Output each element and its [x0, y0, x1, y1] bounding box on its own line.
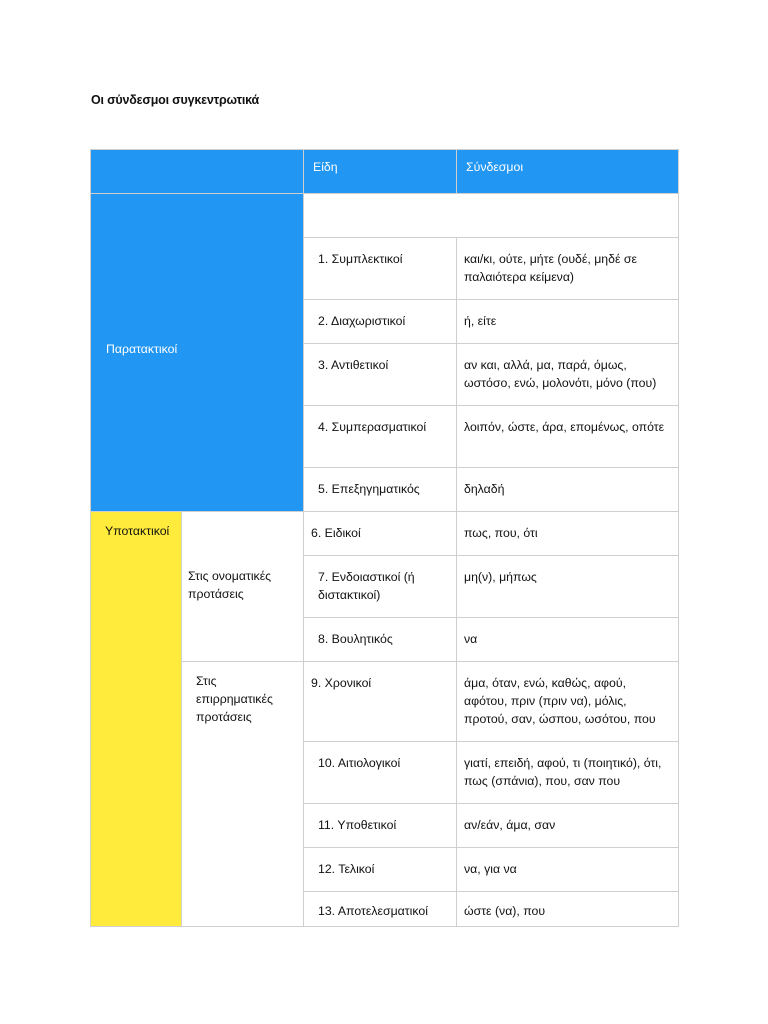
type-cell: 12. Τελικοί — [318, 862, 375, 876]
type-cell: 4. Συμπερασματικοί — [318, 420, 427, 434]
conj-cell: άμα, όταν, ενώ, καθώς, αφού, αφότου, πριν (πριν να), μόλις, προτού, σαν, ώσπου, ωσότου, που — [464, 676, 656, 726]
conj-cell: γιατί, επειδή, αφού, τι (ποιητικό), ότι, πως (σπάνια), που, σαν που — [464, 756, 662, 788]
type-cell: 11. Υποθετικοί — [318, 818, 397, 832]
conj-cell: λοιπόν, ώστε, άρα, επομένως, οπότε — [464, 420, 665, 434]
nominal-label: Στις ονοματικές προτάσεις — [188, 569, 272, 601]
type-cell: 5. Επεξηγηματικός — [318, 482, 420, 496]
conj-cell: ή, είτε — [464, 314, 497, 328]
conj-cell: ώστε (να), που — [464, 904, 546, 918]
header-conjunctions — [457, 150, 679, 194]
adverbial-subcategory — [182, 662, 304, 927]
page-title: Οι σύνδεσμοι συγκεντρωτικά — [91, 93, 259, 107]
type-cell: 13. Αποτελεσματικοί — [318, 904, 428, 918]
conj-cell: και/κι, ούτε, μήτε (ουδέ, μηδέ σε παλαιότερα κείμενα) — [464, 252, 637, 284]
type-cell: 3. Αντιθετικοί — [318, 358, 389, 372]
adverbial-label: Στις επιρρηματικές προτάσεις — [196, 674, 273, 724]
conjunctions-table — [90, 149, 679, 927]
type-cell: 7. Ενδοιαστικοί (ή διστακτικοί) — [318, 570, 415, 602]
type-cell: 9. Χρονικοί — [311, 676, 372, 690]
paratactic-category — [91, 194, 304, 512]
header-types — [304, 150, 457, 194]
type-cell: 10. Αιτιολογικοί — [318, 756, 401, 770]
conj-cell: αν/εάν, άμα, σαν — [464, 818, 556, 832]
type-cell: 1. Συμπλεκτικοί — [318, 252, 403, 266]
nominal-subcategory — [182, 512, 304, 662]
type-cell: 6. Ειδικοί — [311, 526, 361, 540]
header-conjunctions-label: Σύνδεσμοι — [466, 160, 524, 174]
conj-cell: πως, που, ότι — [464, 526, 538, 540]
header-empty-cell — [91, 150, 304, 194]
table-header-row — [91, 150, 679, 194]
type-cell: 8. Βουλητικός — [318, 632, 393, 646]
hypotactic-label: Υποτακτικοί — [105, 524, 170, 538]
table-row — [91, 512, 679, 556]
empty-row-cell — [304, 194, 679, 238]
conj-cell: μη(ν), μήπως — [464, 570, 537, 584]
type-cell: 2. Διαχωριστικοί — [318, 314, 406, 328]
paratactic-label: Παρατακτικοί — [106, 341, 178, 356]
conj-cell: να — [464, 632, 478, 646]
conj-cell: να, για να — [464, 862, 517, 876]
header-types-label: Είδη — [313, 160, 338, 174]
table-row — [91, 194, 679, 238]
conj-cell: αν και, αλλά, μα, παρά, όμως, ωστόσο, ενώ, μολονότι, μόνο (που) — [464, 358, 657, 390]
hypotactic-category — [91, 512, 182, 927]
conj-cell: δηλαδή — [464, 482, 505, 496]
